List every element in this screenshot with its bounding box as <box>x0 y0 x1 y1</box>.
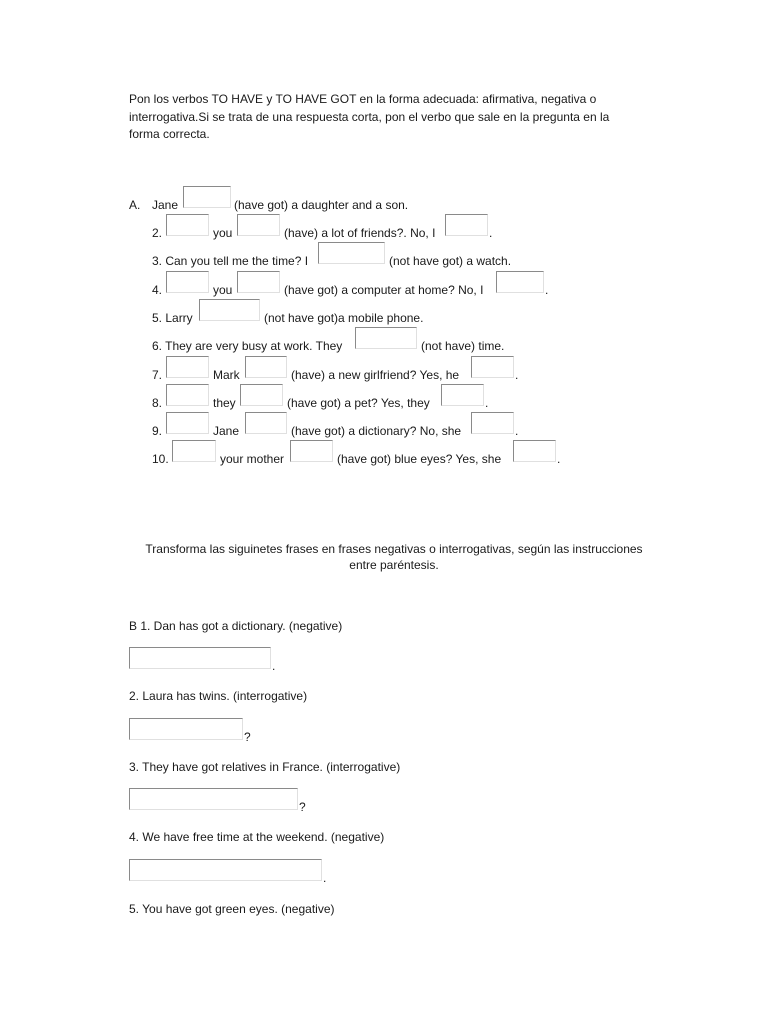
b2-prompt: 2. Laura has twins. (interrogative) <box>129 689 308 703</box>
q3-answer-field[interactable] <box>318 242 385 264</box>
q1-subject: Jane <box>152 198 179 212</box>
q7-answer-field-3[interactable] <box>471 356 514 378</box>
q6-answer-field[interactable] <box>355 327 417 349</box>
b1-prompt: B 1. Dan has got a dictionary. (negative) <box>129 619 343 633</box>
q2-answer-field-3[interactable] <box>445 214 488 236</box>
q10-text: (have got) blue eyes? Yes, she <box>337 452 502 466</box>
q10-answer-field-1[interactable] <box>172 440 216 462</box>
b4-answer-field[interactable] <box>129 859 322 881</box>
instructions-part-a: Pon los verbos TO HAVE y TO HAVE GOT en la forma adecuada: afirmativa, negativa o interrogativa.Si se trata de una respuesta corta, pon el verbo que sale en la pregunta en la forma correcta. <box>129 92 610 141</box>
q8-number: 8. <box>152 396 163 410</box>
q7-subject: Mark <box>213 368 240 382</box>
q10-answer-field-2[interactable] <box>290 440 333 462</box>
q2-end: . <box>489 226 493 240</box>
q2-number: 2. <box>152 226 163 240</box>
q7-number: 7. <box>152 368 163 382</box>
b1-end: . <box>272 659 276 673</box>
q1-text: (have got) a daughter and a son. <box>234 198 409 212</box>
q4-answer-field-1[interactable] <box>166 271 209 293</box>
q10-number: 10. <box>152 452 169 466</box>
q9-answer-field-3[interactable] <box>471 412 514 434</box>
q9-text: (have got) a dictionary? No, she <box>291 424 462 438</box>
b3-prompt: 3. They have got relatives in France. (interrogative) <box>129 760 401 774</box>
q10-subject: your mother <box>220 452 285 466</box>
q6-text-end: (not have) time. <box>421 339 505 353</box>
q5-answer-field[interactable] <box>199 299 260 321</box>
q4-number: 4. <box>152 283 163 297</box>
q4-answer-field-3[interactable] <box>496 271 544 293</box>
q8-answer-field-1[interactable] <box>166 384 209 406</box>
b4-prompt: 4. We have free time at the weekend. (negative) <box>129 830 385 844</box>
q3-text-end: (not have got) a watch. <box>389 254 512 268</box>
q5-text: 5. Larry <box>152 311 193 325</box>
q2-answer-field-2[interactable] <box>237 214 280 236</box>
q6-text: 6. They are very busy at work. They <box>152 339 343 353</box>
q7-text: (have) a new girlfriend? Yes, he <box>291 368 460 382</box>
section-a-label: A. <box>129 198 141 212</box>
q2-subject: you <box>213 226 233 240</box>
b5-prompt: 5. You have got green eyes. (negative) <box>129 902 335 916</box>
b2-end: ? <box>244 730 251 744</box>
q5-text-end: (not have got)a mobile phone. <box>264 311 424 325</box>
instructions-part-b-line2: entre paréntesis. <box>349 558 439 572</box>
q8-end: . <box>485 396 489 410</box>
q8-answer-field-3[interactable] <box>441 384 484 406</box>
instructions-part-b-line1: Transforma las siguinetes frases en frases negativas o interrogativas, según las instrucciones <box>145 542 643 556</box>
q9-number: 9. <box>152 424 163 438</box>
q1-answer-field[interactable] <box>183 186 231 208</box>
b1-answer-field[interactable] <box>129 647 271 669</box>
q4-subject: you <box>213 283 233 297</box>
q4-end: . <box>545 283 549 297</box>
b2-answer-field[interactable] <box>129 718 243 740</box>
q7-answer-field-2[interactable] <box>245 356 287 378</box>
q9-subject: Jane <box>213 424 240 438</box>
q9-answer-field-2[interactable] <box>245 412 287 434</box>
q7-end: . <box>515 368 519 382</box>
b3-answer-field[interactable] <box>129 788 298 810</box>
q4-answer-field-2[interactable] <box>237 271 280 293</box>
q2-text: (have) a lot of friends?. No, I <box>284 226 436 240</box>
q8-answer-field-2[interactable] <box>240 384 283 406</box>
q9-end: . <box>515 424 519 438</box>
b3-end: ? <box>299 800 306 814</box>
q8-text: (have got) a pet? Yes, they <box>287 396 430 410</box>
q8-subject: they <box>213 396 236 410</box>
q2-answer-field-1[interactable] <box>166 214 209 236</box>
q10-answer-field-3[interactable] <box>513 440 556 462</box>
q9-answer-field-1[interactable] <box>166 412 209 434</box>
b4-end: . <box>323 871 327 885</box>
q10-end: . <box>557 452 561 466</box>
q7-answer-field-1[interactable] <box>166 356 209 378</box>
q4-text: (have got) a computer at home? No, I <box>284 283 484 297</box>
q3-text: 3. Can you tell me the time? I <box>152 254 309 268</box>
